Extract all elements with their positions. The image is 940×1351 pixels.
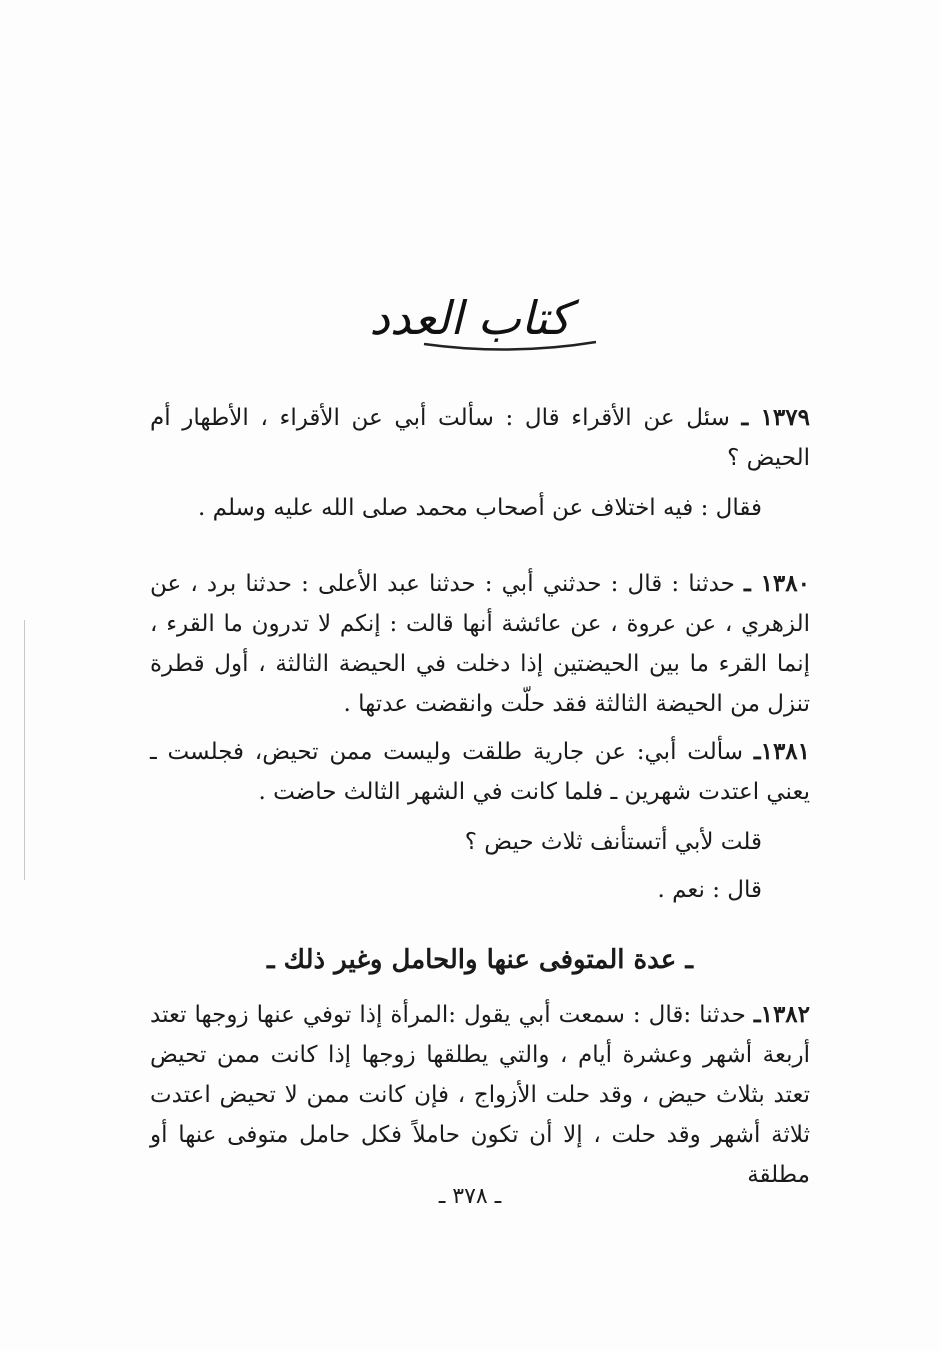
book-title: كتاب العدد	[369, 291, 571, 345]
entry-1379-answer: فقال : فيه اختلاف عن أصحاب محمد صلى الله عليه وسلم .	[198, 495, 762, 521]
scan-margin-line	[24, 620, 25, 880]
entry-number: ١٣٧٩ ـ	[741, 404, 810, 431]
entry-1382-text	[150, 995, 810, 1195]
entry-number: ١٣٨١ـ	[753, 738, 811, 765]
entry-text: سئل عن الأقراء قال : سألت أبي عن الأقراء ، الأطهار أم الحيض ؟	[150, 405, 810, 471]
entry-1380-text	[150, 564, 810, 724]
entry-1379	[150, 398, 810, 478]
entry-1380	[150, 564, 810, 724]
entry-text: حدثنا : قال : حدثني أبي : حدثنا عبد الأعلى : حدثنا برد ، عن الزهري ، عن عروة ، عن عائشة أنها قالت : إنكم لا تدرون ما القرء ، إنما القرء ما بين الحيضتين إذا دخلت في الحيضة الثالثة ، أول قطرة تنزل من الحيضة الثالثة فقد حلّت وانقضت عدتها .	[150, 571, 810, 717]
entry-number: ١٣٨٠ ـ	[744, 570, 810, 597]
entry-text: حدثنا :قال : سمعت أبي يقول :المرأة إذا توفي عنها زوجها تعتد أربعة أشهر وعشرة أيام ، والتي يطلقها زوجها إذا كانت ممن تحيض تعتد بثلاث حيض ، وقد حلت الأزواج ، فإن كانت ممن لا تحيض اعتدت ثلاثة أشهر وقد حلت ، إلا أن تكون حاملاً فكل حامل متوفى عنها أو مطلقة	[150, 1002, 810, 1188]
entry-1379-answer-block	[150, 488, 810, 528]
page-number: ـ ٣٧٨ ـ	[438, 1184, 502, 1209]
entry-1379-question	[150, 398, 810, 478]
entry-1381-question: قلت لأبي أتستأنف ثلاث حيض ؟	[464, 829, 762, 855]
entry-1381-text	[150, 732, 810, 812]
title-swash-ornament	[420, 338, 600, 358]
entry-number: ١٣٨٢ـ	[753, 1001, 811, 1028]
entry-text: سألت أبي: عن جارية طلقت وليست ممن تحيض، فجلست ـ يعني اعتدت شهرين ـ فلما كانت في الشهر الثالث حاضت .	[150, 739, 810, 805]
entry-1381-answer: قال : نعم .	[657, 877, 762, 903]
entry-1382	[150, 995, 810, 1195]
section-heading: ـ عدة المتوفى عنها والحامل وغير ذلك ـ	[267, 945, 693, 975]
entry-1381	[150, 732, 810, 910]
